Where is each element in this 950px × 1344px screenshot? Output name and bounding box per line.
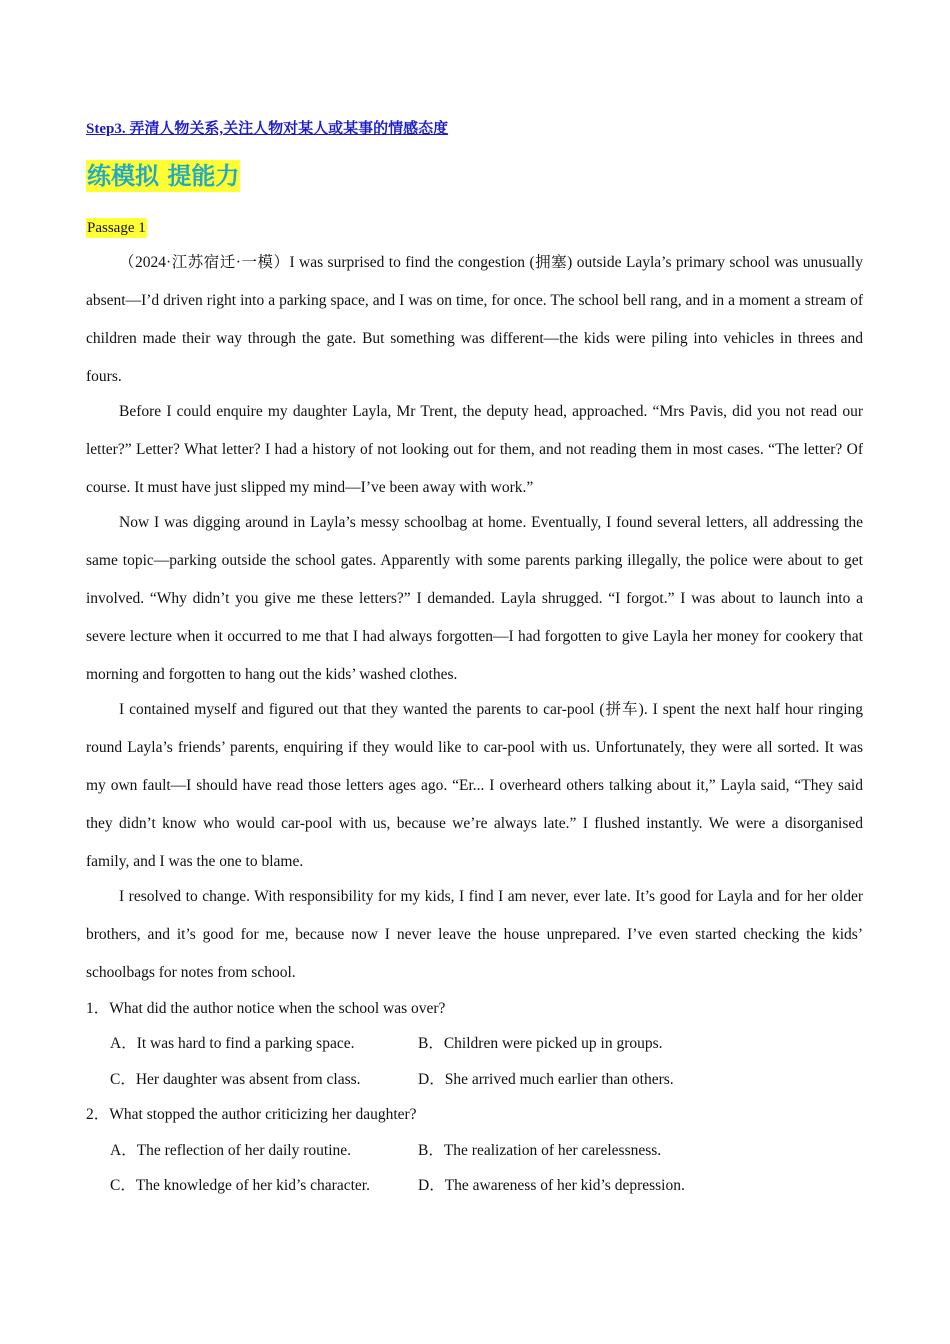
question-1-stem: 1．What did the author notice when the school was over? bbox=[86, 1000, 446, 1017]
paragraph: （2024·江苏宿迁·一模）I was surprised to find the congestion (拥塞) outside Layla’s primary school was unusually absent—I’d driven right into a parking space, and I was on time, for once. The school bell rang, and in a moment a stream of children made their way through the gate. But something was different—the kids were piling into vehicles in threes and fours. bbox=[86, 254, 863, 385]
passage-label: Passage 1 bbox=[87, 220, 146, 236]
question-2-option-b: B．The realization of her carelessness. bbox=[418, 1142, 662, 1159]
question-1-option-d: D．She arrived much earlier than others. bbox=[418, 1071, 674, 1088]
passage-body bbox=[86, 244, 863, 989]
question-2-option-a: A．The reflection of her daily routine. bbox=[110, 1142, 352, 1159]
section-heading: 练模拟 提能力 bbox=[87, 162, 240, 190]
question-1-option-a: A．It was hard to find a parking space. bbox=[110, 1035, 355, 1052]
question-2-option-c: C．The knowledge of her kid’s character. bbox=[110, 1177, 370, 1194]
question-2-stem: 2．What stopped the author criticizing her daughter? bbox=[86, 1106, 417, 1123]
paragraph: Before I could enquire my daughter Layla, Mr Trent, the deputy head, approached. “Mrs Pavis, did you not read our letter?” Letter? What letter? I had a history of not looking out for them, and not reading them in most cases. “The letter? Of course. It must have just slipped my mind—I’ve been away with work.” bbox=[86, 403, 863, 496]
paragraph: I contained myself and figured out that they wanted the parents to car-pool (拼车). I spent the next half hour ringing round Layla’s friends’ parents, enquiring if they would like to car-pool with us. Unfortunately, they were all sorted. It was my own fault—I should have read those letters ages ago. “Er... I overheard others talking about it,” Layla said, “They said they didn’t know who would car-pool with us, because we’re always late.” I flushed instantly. We were a disorganised family, and I was the one to blame. bbox=[86, 701, 863, 870]
paragraph: I resolved to change. With responsibility for my kids, I find I am never, ever late. It’s good for Layla and for her older brothers, and it’s good for me, because now I never leave the house unprepared. I’ve even started checking the kids’ schoolbags for notes from school. bbox=[86, 888, 863, 981]
question-1-option-c: C．Her daughter was absent from class. bbox=[110, 1071, 361, 1088]
paragraph: Now I was digging around in Layla’s messy schoolbag at home. Eventually, I found several letters, all addressing the same topic—parking outside the school gates. Apparently with some parents parking illegally, the police were about to get involved. “Why didn’t you give me these letters?” I demanded. Layla shrugged. “I forgot.” I was about to launch into a severe lecture when it occurred to me that I had always forgotten—I had forgotten to give Layla her money for cookery that morning and forgotten to hang out the kids’ washed clothes. bbox=[86, 514, 863, 683]
question-2-option-d: D．The awareness of her kid’s depression. bbox=[418, 1177, 685, 1194]
question-1-option-b: B．Children were picked up in groups. bbox=[418, 1035, 663, 1052]
step-heading[interactable]: Step3. 弄清人物关系,关注人物对某人或某事的情感态度 bbox=[86, 121, 449, 137]
